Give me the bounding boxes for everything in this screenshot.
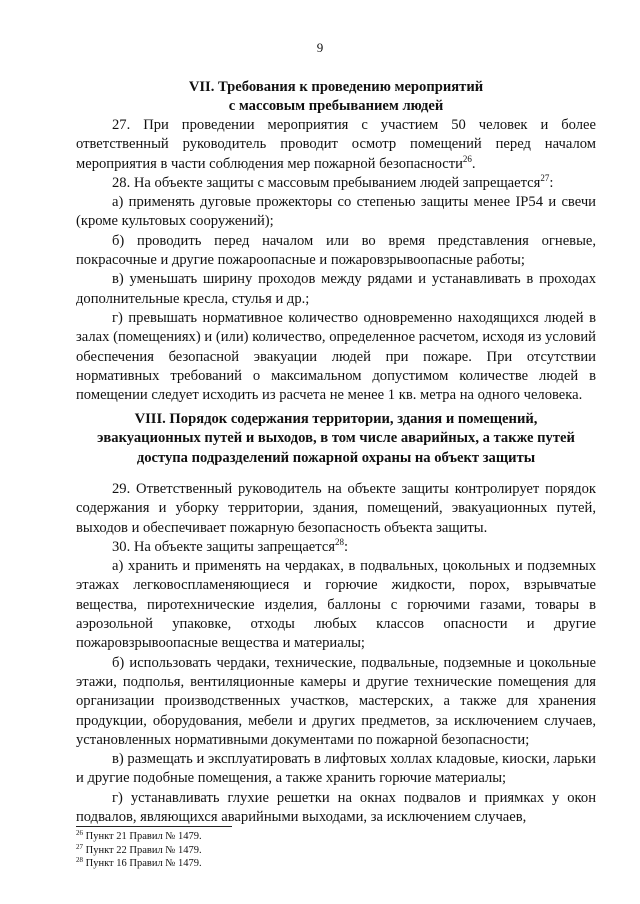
section-8-title-line-1: VIII. Порядок содержания территории, здания и помещений, — [134, 411, 538, 427]
paragraph-27: 27. При проведении мероприятия с участием 50 человек и более ответственный руководитель проводит осмотр помещений перед началом мероприятия в части соблюдения мер пожарной безопасности$^{26}$. — [76, 117, 596, 172]
section-8-title-line-2: эвакуационных путей и выходов, в том числе аварийных, а также путей — [97, 430, 575, 447]
paragraph-29: 29. Ответственный руководитель на объекте защиты контролирует порядок содержания и уборку территории, здания, помещений, эвакуационных путей, выходов и обеспечивает пожарную безопасность объекта защиты. — [76, 481, 596, 536]
footnotes — [76, 830, 596, 871]
footnote-28: $^{28}$ Пункт 16 Правил № 1479. — [76, 856, 202, 869]
paragraph-30: 30. На объекте защиты запрещается$^{28}$: — [112, 536, 349, 555]
paragraph-30-a: а) хранить и применять на чердаках, в подвальных, цокольных и подземных этажах легковоспламеняющиеся и горючие жидкости, порох, взрывчатые вещества, пиротехнические изделия, баллоны с горючими газами, товары в аэрозольной упаковке, отходы любых классов опасности и другие пожаровзрывоопасные вещества и материалы; — [76, 558, 596, 652]
paragraph-30-v: в) размещать и эксплуатировать в лифтовых холлах кладовые, киоски, ларьки и другие подобные помещения, а также хранить горючие материалы; — [76, 751, 596, 787]
paragraph-30-g: г) устанавливать глухие решетки на окнах подвалов и приямках у окон подвалов, являющихся аварийными выходами, за исключением случаев, — [76, 789, 596, 826]
page-number: 9 — [316, 40, 324, 55]
paragraph-30-b: б) использовать чердаки, технические, подвальные, подземные и цокольные этажи, подполья, вентиляционные камеры и другие технические помещения для организации производственных участков, мастерских, а также для хранения продукции, оборудования, мебели и других предметов, за исключением случаев, установленных нормативными документами по пожарной безопасности; — [76, 654, 596, 748]
footnote-ref: 27 — [540, 172, 550, 183]
paragraph-28-a: а) применять дуговые прожекторы со степенью защиты менее IP54 и свечи (кроме культовых сооружений); — [76, 194, 596, 230]
section-8-title-line-3: доступа подразделений пожарной охраны на объект защиты — [136, 449, 536, 466]
footnote-ref: 28 — [335, 536, 345, 547]
footnote-ref: 26 — [462, 153, 472, 164]
section-8-heading — [76, 410, 596, 468]
paragraph-28-b: б) проводить перед началом или во время представления огневые, покрасочные и другие пожароопасные и пожаровзрывоопасные работы; — [76, 232, 596, 269]
section-8-body — [76, 480, 596, 827]
footnote-27: $^{27}$ Пункт 22 Правил № 1479. — [76, 842, 202, 856]
section-7-title-line-1: VII. Требования к проведению мероприятий — [188, 79, 484, 95]
section-7-title-line-2: с массовым пребыванием людей — [228, 98, 444, 115]
footnote-divider — [76, 826, 232, 827]
paragraph-28-g: г) превышать нормативное количество одновременно находящихся людей в залах (помещениях) и (или) количество, определенное расчетом, исходя из условий обеспечения безопасной эвакуации людей при пожаре. При отсутствии нормативных требований о максимальном допустимом количестве людей в помещении следует исходить из расчета не менее 1 кв. метра на одного человека. — [76, 309, 596, 404]
footnote-26: $^{26}$ Пункт 21 Правил № 1479. — [76, 829, 202, 842]
section-7-body — [76, 116, 596, 405]
paragraph-28-v: в) уменьшать ширину проходов между рядами и устанавливать в проходах дополнительные кресла, стулья и др.; — [76, 271, 596, 307]
section-7-heading — [76, 78, 596, 117]
paragraph-28: 28. На объекте защиты с массовым пребыванием людей запрещается$^{27}$: — [112, 172, 554, 191]
